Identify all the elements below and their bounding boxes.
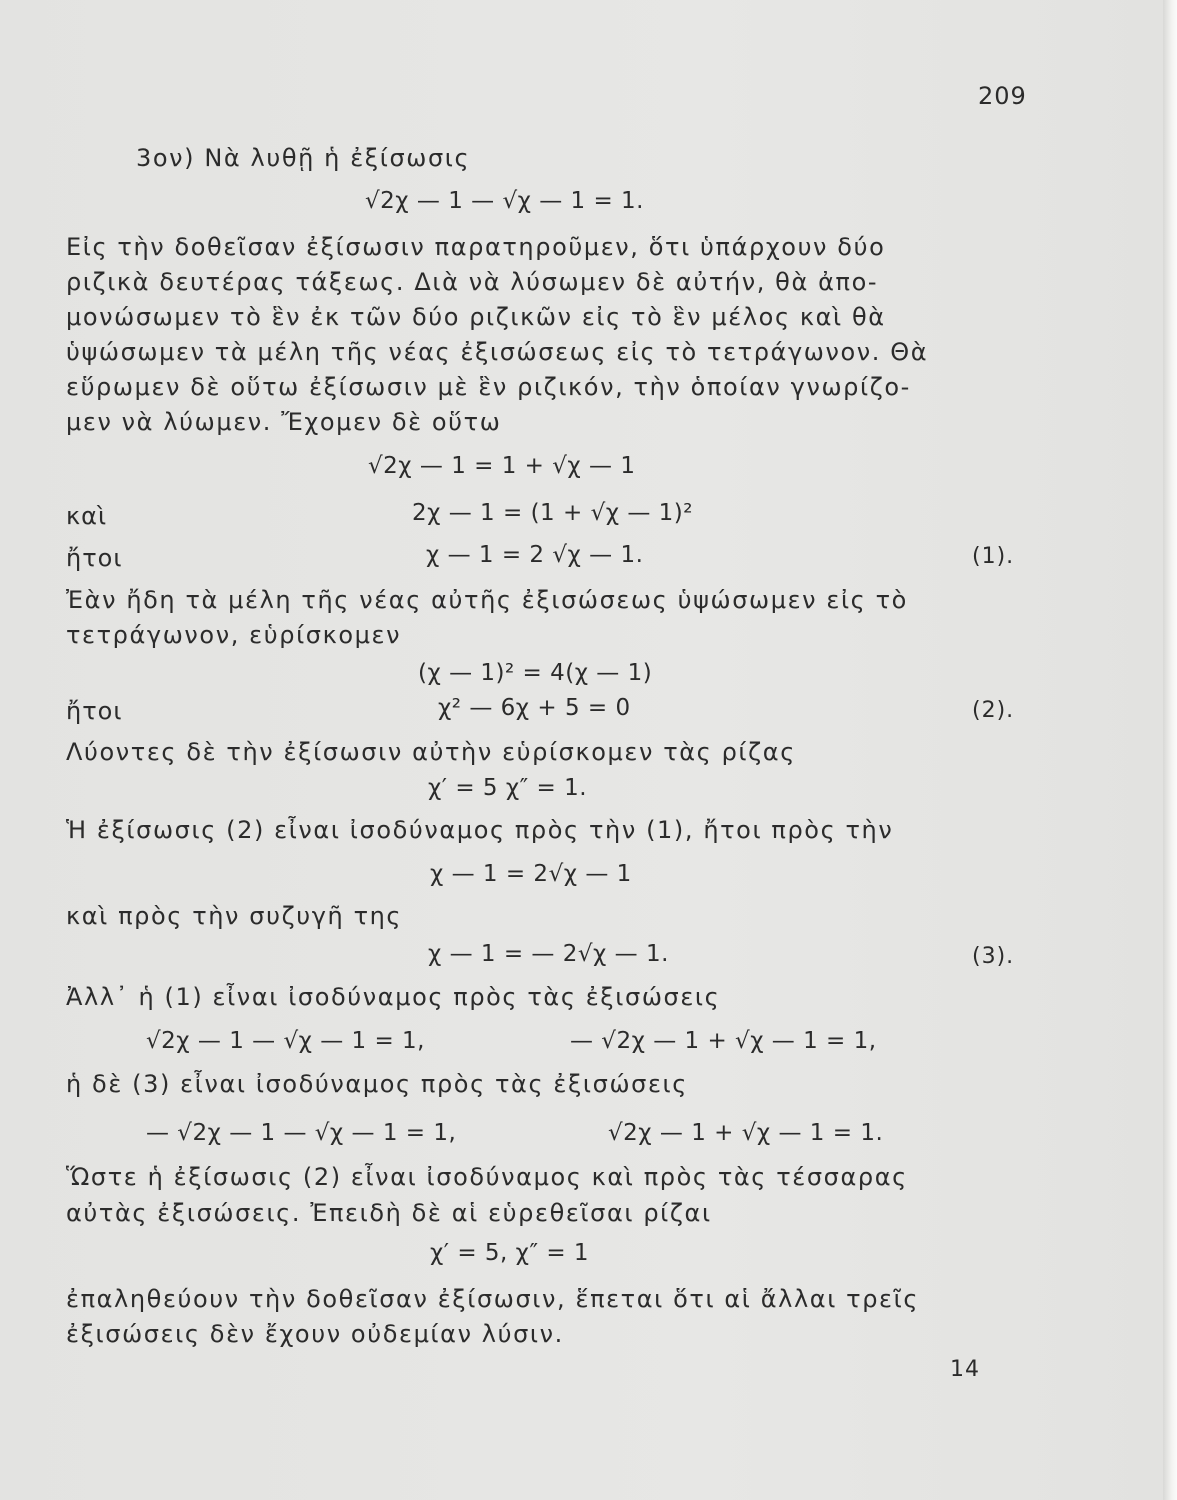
equation-c: χ — 1 = 2 √χ — 1. [426, 542, 644, 568]
equation-g: χ — 1 = — 2√χ — 1. [428, 941, 669, 967]
paragraph-9-line-2: ἐξισώσεις δὲν ἔχουν οὐδεμίαν λύσιν. [66, 1320, 564, 1348]
page-number: 209 [978, 82, 1027, 110]
footer-number: 14 [950, 1357, 980, 1382]
roots-line-b: χ′ = 5, χ″ = 1 [430, 1240, 590, 1266]
paragraph-1-line-3: μονώσωμεν τὸ ἓν ἐκ τῶν δύο ριζικῶν εἰς τὸ ἓν μέλος καὶ θὰ [66, 303, 886, 331]
page-edge [1163, 0, 1177, 1500]
paragraph-7: ἡ δὲ (3) εἶναι ἰσοδύναμος πρὸς τὰς ἐξισώσεις [66, 1070, 688, 1098]
intro-line: 3ον) Νὰ λυθῇ ἡ ἐξίσωσις [136, 144, 471, 172]
equation-e: χ² — 6χ + 5 = 0 [438, 695, 631, 721]
paragraph-6: Ἀλλ᾽ ἡ (1) εἶναι ἰσοδύναμος πρὸς τὰς ἐξισώσεις [66, 983, 721, 1011]
paragraph-3: Λύοντες δὲ τὴν ἐξίσωσιν αὐτὴν εὑρίσκομεν τὰς ρίζας [66, 738, 796, 766]
paragraph-4: Ἡ ἐξίσωσις (2) εἶναι ἰσοδύναμος πρὸς τὴν (1), ἤτοι πρὸς τὴν [66, 816, 894, 844]
equation-tag-1: (1). [972, 544, 1015, 569]
paragraph-8-line-2: αὐτὰς ἐξισώσεις. Ἐπειδὴ δὲ αἱ εὑρεθεῖσαι ρίζαι [66, 1199, 712, 1227]
paragraph-1-line-5: εὕρωμεν δὲ οὕτω ἐξίσωσιν μὲ ἓν ριζικόν, τὴν ὁποίαν γνωρίζο- [66, 373, 911, 401]
paragraph-9-line-1: ἐπαληθεύουν τὴν δοθεῖσαν ἐξίσωσιν, ἕπεται ὅτι αἱ ἄλλαι τρεῖς [66, 1285, 920, 1313]
paragraph-8-line-1: Ὥστε ἡ ἐξίσωσις (2) εἶναι ἰσοδύναμος καὶ πρὸς τὰς τέσσαρας [66, 1163, 908, 1191]
paragraph-1-line-2: ριζικὰ δευτέρας τάξεως. Διὰ νὰ λύσωμεν δὲ αὐτήν, θὰ ἀπο- [66, 268, 879, 296]
label-itoi-1: ἤτοι [66, 544, 123, 572]
equation-a: √2χ — 1 = 1 + √χ — 1 [368, 453, 636, 479]
paragraph-2-line-1: Ἐὰν ἤδη τὰ μέλη τῆς νέας αὐτῆς ἐξισώσεως ὑψώσωμεν εἰς τὸ [66, 586, 908, 614]
given-equation: √2χ — 1 — √χ — 1 = 1. [365, 188, 644, 214]
equation-tag-2: (2). [972, 698, 1015, 723]
paragraph-5: καὶ πρὸς τὴν συζυγῆ της [66, 902, 403, 930]
paragraph-1-line-1: Εἰς τὴν δοθεῖσαν ἐξίσωσιν παρατηροῦμεν, ὅτι ὑπάρχουν δύο [66, 233, 886, 261]
equation-b: 2χ — 1 = (1 + √χ — 1)² [412, 500, 693, 526]
label-itoi-2: ἤτοι [66, 697, 123, 725]
equation-k: √2χ — 1 + √χ — 1 = 1. [608, 1120, 884, 1146]
equation-h: √2χ — 1 — √χ — 1 = 1, [146, 1028, 425, 1054]
paragraph-1-line-4: ὑψώσωμεν τὰ μέλη τῆς νέας ἐξισώσεως εἰς τὸ τετράγωνον. Θὰ [66, 338, 929, 366]
equation-d: (χ — 1)² = 4(χ — 1) [418, 660, 653, 686]
paragraph-2-line-2: τετράγωνον, εὑρίσκομεν [66, 621, 402, 649]
equation-i: — √2χ — 1 + √χ — 1 = 1, [570, 1028, 877, 1054]
equation-tag-3: (3). [972, 944, 1015, 969]
equation-j: — √2χ — 1 — √χ — 1 = 1, [146, 1120, 457, 1146]
paragraph-1-line-6: μεν νὰ λύωμεν. Ἔχομεν δὲ οὕτω [66, 408, 502, 436]
label-kai: καὶ [66, 502, 108, 530]
equation-f: χ — 1 = 2√χ — 1 [430, 861, 632, 887]
roots-line-a: χ′ = 5 χ″ = 1. [428, 775, 588, 801]
